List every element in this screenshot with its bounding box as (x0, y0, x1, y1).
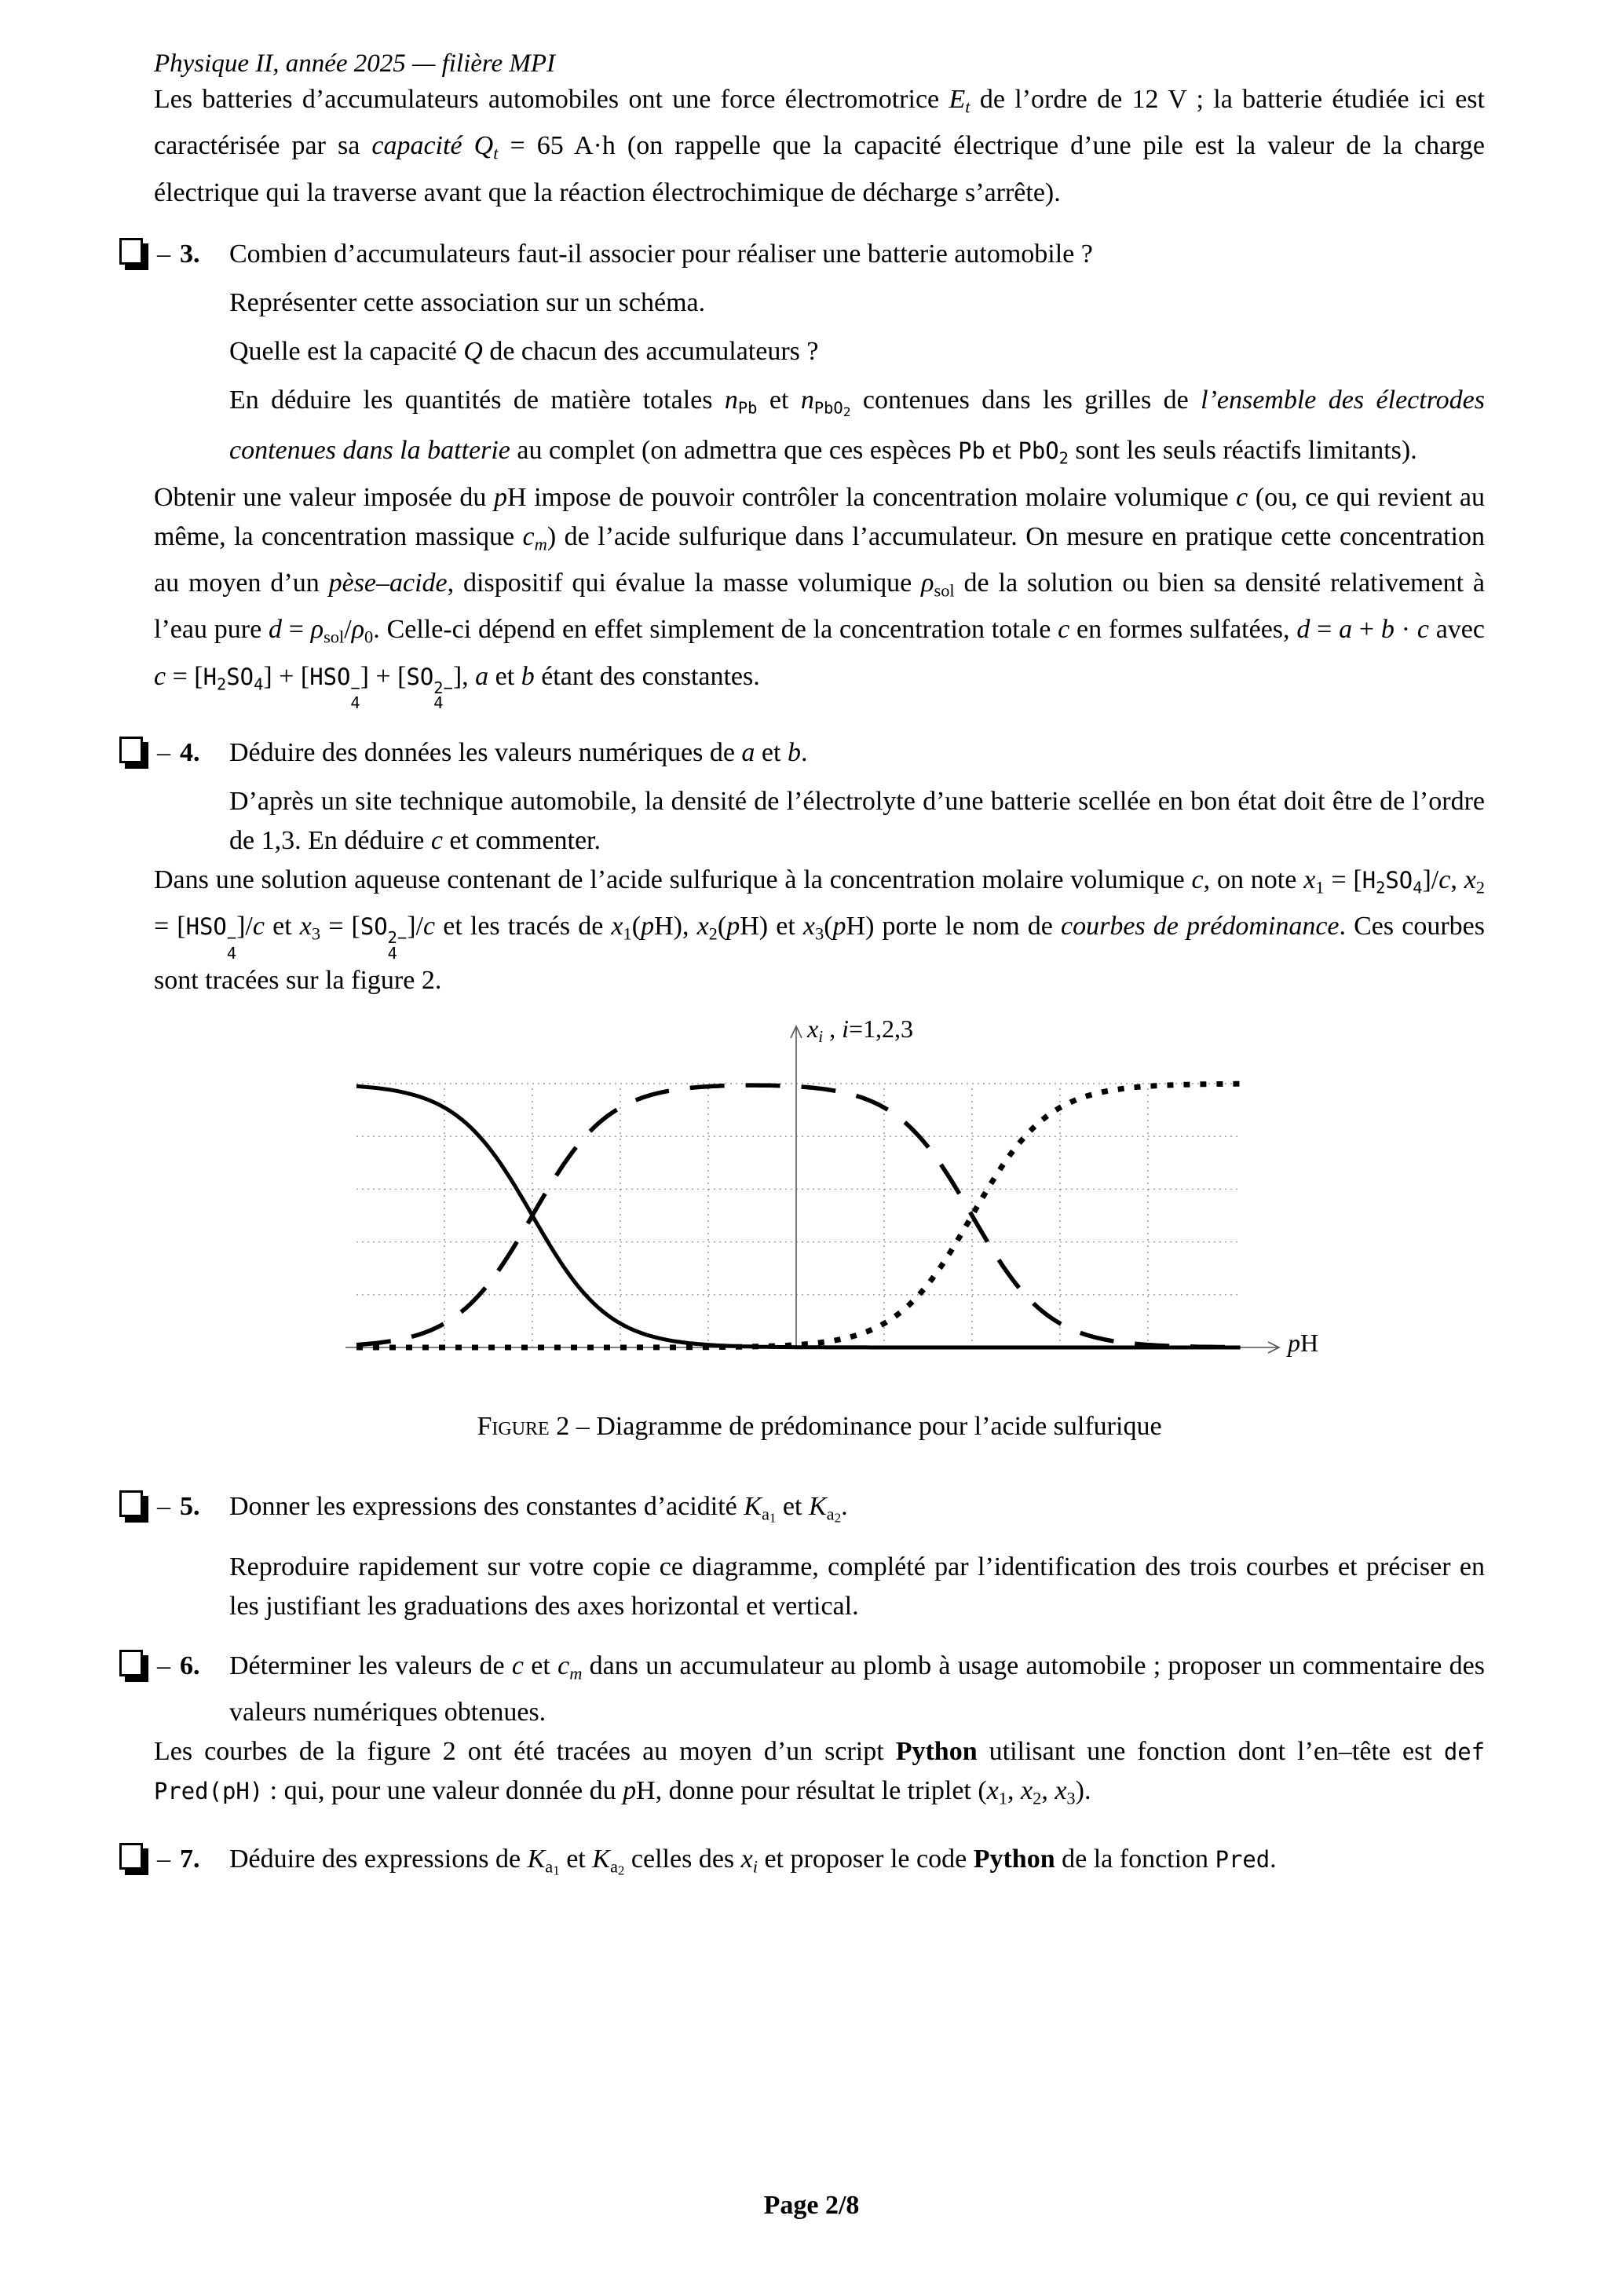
predominance-diagram-figure (339, 1015, 1336, 1384)
question-4 (119, 733, 1485, 861)
text-segment: Python (973, 1844, 1055, 1874)
text-segment: x (1464, 865, 1476, 894)
text-segment: p (641, 912, 655, 941)
text-segment: ( (824, 912, 833, 941)
text-segment: 2 (708, 923, 718, 944)
question-dash: – (157, 1844, 170, 1874)
text-segment: K (592, 1844, 610, 1874)
question-6-label (119, 1647, 229, 1732)
text-segment: 4 (1413, 878, 1423, 898)
text-segment: et (264, 912, 300, 941)
text-segment: x (740, 1844, 753, 1874)
text-segment: ], (452, 661, 476, 691)
text-segment: a (545, 1856, 554, 1877)
text-segment: H), (654, 912, 697, 941)
question-number: 6. (180, 1651, 200, 1680)
text-segment: . (1270, 1844, 1277, 1874)
text-segment: , (1041, 1775, 1055, 1805)
text-segment: p (1288, 1329, 1300, 1358)
text-segment: H (636, 1775, 656, 1805)
running-header: Physique II, année 2025 — filière MPI (154, 49, 556, 78)
checkbox-icon (119, 1843, 143, 1870)
text-segment: n (800, 385, 814, 415)
text-segment: ]/ (1422, 865, 1439, 894)
question-6-line-1 (229, 1647, 1485, 1732)
text-segment: , donne pour résultat le triplet ( (655, 1775, 987, 1805)
text-segment: de la fonction (1055, 1844, 1215, 1874)
text-segment: . (841, 1492, 848, 1522)
text-segment: = (281, 615, 311, 645)
text-segment: x (1055, 1775, 1067, 1805)
text-segment: , (1450, 865, 1464, 894)
text-segment: =1,2,3 (848, 1015, 914, 1044)
question-7-line-1 (229, 1840, 1485, 1890)
text-segment: c (1416, 615, 1429, 645)
text-segment: et (559, 1844, 593, 1874)
text-segment: 1 (1315, 876, 1325, 897)
question-dash: – (157, 239, 170, 269)
text-segment: · (1394, 615, 1417, 645)
text-segment: PbO (1018, 437, 1059, 465)
question-5-line-1 (229, 1487, 1485, 1537)
text-segment: contenues dans les grilles de (850, 385, 1201, 415)
text-segment: SO (226, 663, 254, 690)
text-segment: ( (631, 912, 642, 941)
text-segment: = [ (154, 912, 186, 941)
text-segment: = (1310, 615, 1340, 645)
text-segment: t (493, 143, 499, 163)
text-segment: def Pred(pH) (154, 1738, 1485, 1804)
text-segment: E (949, 85, 966, 114)
question-7 (119, 1840, 1485, 1890)
text-segment: K (744, 1492, 762, 1522)
text-segment: et (776, 1492, 809, 1522)
text-segment: Combien d’accumulateurs faut-il associer pour réaliser une batterie automobile ? (229, 239, 1093, 269)
question-4-line-2 (229, 782, 1485, 861)
text-segment: Représenter cette association sur un schéma. (229, 287, 706, 317)
text-segment: c (423, 912, 436, 941)
text-segment: ρ (921, 569, 934, 598)
text-segment: d (268, 615, 282, 645)
text-segment: D’après un site technique automobile, la densité de l’électrolyte d’une batterie scellée en bon état doit être de l’ordre de 1,3. En déduire (229, 786, 1485, 855)
question-3 (119, 235, 1485, 478)
page-content (0, 47, 1623, 1000)
page-content-lower (0, 1407, 1623, 1890)
page-number: Page 2/8 (763, 2191, 860, 2220)
text-segment: a (761, 1504, 769, 1524)
text-segment: H) et (740, 912, 803, 941)
text-segment: a (741, 737, 755, 767)
text-segment: c (154, 661, 166, 691)
text-segment: Obtenir une valeur imposée du (154, 482, 494, 512)
text-segment: b (521, 661, 535, 691)
text-segment: a (1339, 615, 1353, 645)
question-3-body (229, 235, 1485, 478)
text-segment: , (823, 1015, 843, 1044)
text-segment: 1 (553, 1863, 560, 1878)
text-segment: H (506, 482, 527, 512)
text-segment: Pb (737, 398, 758, 418)
text-segment: PbO (813, 398, 843, 418)
text-segment: (ou, ce qui revient au même, la concentration massique (154, 482, 1485, 551)
paragraph-intro (154, 80, 1485, 213)
text-segment: c (1438, 865, 1451, 894)
text-segment: 3 (1066, 1788, 1076, 1808)
text-segment: b (787, 737, 801, 767)
question-7-label (119, 1840, 229, 1890)
text-segment: sont les seuls réactifs limitants). (1068, 436, 1417, 466)
text-segment: Figure (477, 1412, 550, 1442)
question-4-body (229, 733, 1485, 861)
checkbox-icon (119, 1650, 143, 1676)
curve-solid (356, 1086, 1241, 1347)
question-4-label (119, 733, 229, 861)
text-segment: et les tracés de (435, 912, 612, 941)
text-segment: HSO (185, 913, 227, 941)
question-dash: – (157, 1651, 170, 1680)
text-segment: + (1352, 615, 1381, 645)
text-segment: i (752, 1856, 758, 1877)
text-segment: c (1236, 482, 1248, 512)
text-segment: x (299, 912, 312, 941)
curve-dash (356, 1085, 1241, 1347)
text-segment: et (757, 385, 801, 415)
text-segment: Dans une solution aqueuse contenant de l’acide sulfurique à la concentration molaire volumique (154, 865, 1192, 894)
text-segment: 2− 4 (387, 928, 408, 963)
text-segment: c (522, 521, 535, 551)
text-segment: et (524, 1651, 558, 1680)
text-segment: et (488, 661, 521, 691)
question-3-label (119, 235, 229, 478)
text-segment: 4 (254, 675, 264, 694)
question-3-line-4 (229, 381, 1485, 478)
question-5 (119, 1487, 1485, 1625)
text-segment: ]/ (236, 912, 253, 941)
text-segment: l’ensemble des électrodes contenues dans la batterie (229, 385, 1485, 466)
text-segment: . Celle-ci dépend en effet simplement de la concentration totale (373, 615, 1058, 645)
text-segment: 2 (834, 1510, 842, 1526)
text-segment: 1 (623, 923, 632, 944)
text-segment: p (726, 912, 740, 941)
text-segment: ] + [ (263, 661, 310, 691)
paragraph-python (154, 1732, 1485, 1818)
question-number: 5. (180, 1492, 200, 1522)
text-segment: . (800, 737, 808, 767)
text-segment: H) porte le nom de (846, 912, 1061, 941)
question-5-body (229, 1487, 1485, 1625)
text-segment: p (493, 482, 507, 512)
text-segment: Reproduire rapidement sur votre copie ce diagramme, complété par l’identification des trois courbes et préciser en les justifiant les graduations des axes horizontal et vertical. (229, 1552, 1485, 1621)
text-segment: Les batteries d’accumulateurs automobiles ont une force électromotrice (154, 85, 949, 114)
text-segment: = [ (320, 912, 360, 941)
text-segment: ρ (310, 615, 324, 645)
text-segment: a (475, 661, 489, 691)
text-segment: / (344, 615, 352, 645)
text-segment: x (611, 912, 623, 941)
text-segment: Python (895, 1736, 978, 1766)
text-segment: sol (934, 580, 955, 601)
text-segment: 1 (769, 1510, 777, 1526)
question-number: 7. (180, 1844, 200, 1874)
text-segment: Pb (958, 437, 985, 465)
text-segment: ) de l’acide sulfurique dans l’accumulateur. On mesure en pratique cette concentration au moyen d’un (154, 521, 1485, 598)
text-segment: Pred (1215, 1846, 1270, 1874)
figure-caption (154, 1407, 1485, 1446)
text-segment: m (569, 1662, 583, 1683)
question-3-line-2 (229, 283, 1485, 323)
text-segment: , on note (1203, 865, 1304, 894)
text-segment: impose de pouvoir contrôler la concentration molaire volumique (526, 482, 1237, 512)
text-segment: En déduire les quantités de matière totales (229, 385, 725, 415)
text-segment: ). (1075, 1775, 1091, 1805)
text-segment: ]/ (407, 912, 423, 941)
text-segment: et (985, 436, 1018, 466)
text-segment: b (1380, 615, 1395, 645)
text-segment: n (724, 385, 738, 415)
text-segment: = 65 A·h (on rappelle que la capacité électrique d’une pile est la valeur de la charge électrique qui la traverse avant que la réaction électrochimique de décharge s’arrête). (154, 131, 1485, 207)
text-segment: 2 (1376, 878, 1386, 898)
paragraph-predominance (154, 861, 1485, 1000)
question-4-line-1 (229, 733, 1485, 773)
text-segment: a (826, 1504, 835, 1524)
text-segment: 2 (1058, 448, 1069, 468)
text-segment: p (623, 1775, 637, 1805)
text-segment: sol (324, 627, 345, 647)
text-segment: Donner les expressions des constantes d’acidité (229, 1492, 744, 1522)
text-segment: SO (360, 913, 388, 941)
text-segment: 2 (1033, 1788, 1042, 1808)
text-segment: et commenter. (442, 825, 601, 855)
text-segment: c (557, 1651, 570, 1680)
text-segment: 2 (617, 1863, 625, 1878)
text-segment: 2− 4 (433, 678, 453, 713)
text-segment: 2 (843, 404, 851, 419)
text-segment: x (1303, 865, 1316, 894)
text-segment: x (696, 912, 709, 941)
text-segment: Déterminer les valeurs de (229, 1651, 512, 1680)
question-6-body (229, 1647, 1485, 1732)
text-segment: x (807, 1015, 819, 1044)
text-segment: x (802, 912, 815, 941)
question-dash: – (157, 1492, 170, 1522)
text-segment: utilisant une fonction dont l’en–tête est (977, 1736, 1444, 1766)
text-segment: en formes sulfatées, (1069, 615, 1297, 645)
question-5-line-2 (229, 1548, 1485, 1626)
text-segment: au complet (on admettra que ces espèces (510, 436, 959, 466)
text-segment: i (842, 1015, 849, 1044)
text-segment: = [ (1324, 865, 1362, 894)
text-segment: , (1007, 1775, 1022, 1805)
text-segment: = [ (166, 661, 203, 691)
question-3-line-3 (229, 332, 1485, 371)
text-segment: H (203, 663, 217, 690)
text-segment: d (1296, 615, 1310, 645)
question-number: 4. (180, 737, 200, 767)
text-segment: 2 (217, 675, 227, 694)
text-segment: K (808, 1492, 827, 1522)
question-3-line-1 (229, 235, 1485, 274)
predominance-chart (339, 1015, 1336, 1384)
checkbox-icon (119, 1490, 143, 1517)
text-segment: et proposer le code (757, 1844, 974, 1874)
text-segment: Les courbes de la figure 2 ont été tracées au moyen d’un script (154, 1736, 896, 1766)
text-segment: 0 (364, 627, 374, 647)
text-segment: de l’ordre de 12 V ; la batterie étudiée ici est caractérisée par sa (154, 85, 1485, 161)
text-segment: Déduire des expressions de (229, 1844, 528, 1874)
text-segment: ( (717, 912, 727, 941)
text-segment: p (832, 912, 846, 941)
checkbox-icon (119, 238, 143, 265)
paragraph-ph (154, 478, 1485, 711)
question-number: 3. (180, 239, 200, 269)
text-segment: m (534, 534, 547, 554)
text-segment: ρ (351, 615, 365, 645)
checkbox-icon (119, 737, 143, 763)
text-segment: x (986, 1775, 999, 1805)
text-segment: capacité (371, 131, 474, 161)
text-segment: HSO (309, 663, 351, 690)
text-segment: H (1300, 1329, 1319, 1358)
text-segment: Quelle est la capacité (229, 336, 464, 366)
text-segment: Q (473, 131, 494, 161)
text-segment: c (511, 1651, 525, 1680)
text-segment: 3 (311, 923, 321, 944)
text-segment: : qui, pour une valeur donnée du (263, 1775, 623, 1805)
text-segment: Q (463, 336, 483, 366)
text-segment: dans un accumulateur au plomb à usage automobile ; proposer un commentaire des valeurs numériques obtenues. (229, 1651, 1485, 1727)
y-axis-label (807, 1015, 913, 1051)
text-segment: 2 – Diagramme de prédominance pour l’acide sulfurique (549, 1412, 1162, 1442)
text-segment: − 4 (350, 678, 360, 713)
text-segment: celles des (624, 1844, 741, 1874)
text-segment: de la solution ou bien sa densité relativement à l’eau pure (154, 569, 1486, 645)
text-segment: c (430, 825, 443, 855)
text-segment: pèse–acide (328, 569, 448, 598)
text-segment: 2 (1475, 876, 1485, 897)
text-segment: Déduire des données les valeurs numériques de (229, 737, 742, 767)
text-segment: , dispositif qui évalue la masse volumique (447, 569, 922, 598)
text-segment: . Ces courbes sont tracées sur la figure 2. (154, 912, 1485, 996)
text-segment: SO (1385, 866, 1413, 894)
question-dash: – (157, 737, 170, 767)
text-segment: de chacun des accumulateurs ? (482, 336, 819, 366)
text-segment: i (818, 1027, 824, 1047)
x-axis-label (1288, 1329, 1318, 1357)
text-segment: étant des constantes. (534, 661, 760, 691)
text-segment: c (1058, 615, 1070, 645)
text-segment: courbes de prédominance (1061, 912, 1340, 941)
text-segment: 3 (814, 923, 824, 944)
text-segment: SO (406, 663, 434, 690)
text-segment: ] + [ (360, 661, 407, 691)
text-segment: et (755, 737, 788, 767)
text-segment: x (1021, 1775, 1033, 1805)
curve-dot (356, 1084, 1241, 1347)
text-segment: 1 (998, 1788, 1008, 1808)
text-segment: H (1362, 866, 1376, 894)
text-segment: c (252, 912, 265, 941)
text-segment: t (965, 97, 971, 117)
text-segment: c (1191, 865, 1204, 894)
text-segment: − 4 (226, 928, 237, 963)
text-segment: a (609, 1856, 618, 1877)
question-6 (119, 1647, 1485, 1732)
question-5-label (119, 1487, 229, 1625)
text-segment: K (527, 1844, 546, 1874)
text-segment: avec (1428, 615, 1485, 645)
question-7-body (229, 1840, 1485, 1890)
